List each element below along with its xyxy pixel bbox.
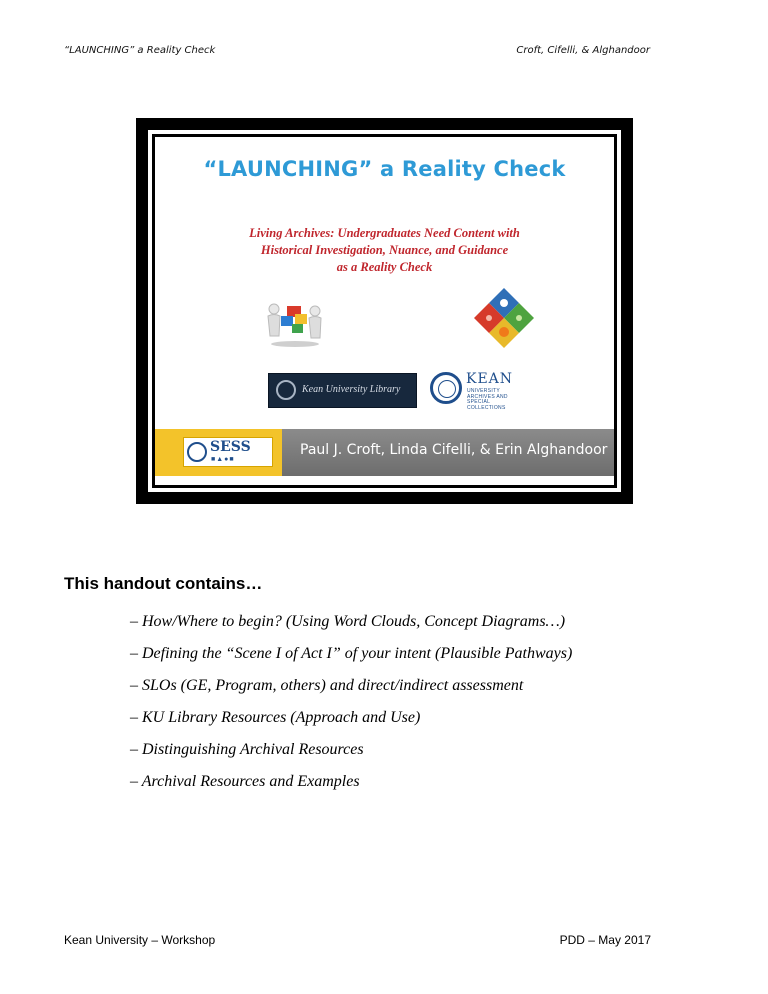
running-header-authors: Croft, Cifelli, & Alghandoor: [516, 45, 650, 56]
seal-icon: [187, 442, 207, 462]
slide-subtitle-line: Living Archives: Undergraduates Need Content with: [249, 226, 520, 240]
slide-title: “LAUNCHING” a Reality Check: [203, 157, 566, 181]
footer-right: PDD – May 2017: [559, 933, 651, 947]
slide-authors: Paul J. Croft, Linda Cifelli, & Erin Alghandoor: [300, 442, 608, 458]
library-logo-text: Kean University Library: [302, 384, 401, 395]
sess-icons: ■▲●■: [211, 456, 235, 463]
slide-subtitle-line: as a Reality Check: [336, 260, 433, 274]
title-slide: [155, 137, 614, 485]
kean-logo-name: KEAN: [466, 371, 514, 387]
list-item: – Archival Resources and Examples: [130, 773, 360, 790]
puzzle-people-icon: [265, 294, 325, 349]
seal-icon: [430, 372, 462, 404]
list-item: – Distinguishing Archival Resources: [130, 741, 364, 758]
list-item: – How/Where to begin? (Using Word Clouds, Concept Diagrams…): [130, 613, 566, 630]
sess-label: SESS: [210, 439, 251, 455]
seal-icon: [276, 380, 296, 400]
kean-logo-subtext: UNIVERSITY ARCHIVES AND SPECIAL COLLECTIONS: [467, 388, 508, 411]
handout-contents-list: [130, 612, 572, 804]
slide-subtitle: [185, 225, 584, 276]
list-item: – SLOs (GE, Program, others) and direct/indirect assessment: [130, 677, 524, 694]
footer-left: Kean University – Workshop: [64, 933, 216, 947]
slide-image-frame: [136, 118, 633, 504]
sess-logo-band: [155, 429, 282, 476]
kean-university-library-logo: [268, 373, 417, 408]
handout-contents-heading: This handout contains…: [64, 574, 263, 593]
running-header-title: “LAUNCHING” a Reality Check: [64, 45, 216, 56]
sess-logo: [183, 437, 273, 467]
slide-footer-band: [155, 429, 614, 476]
kean-university-archives-logo: [430, 370, 520, 411]
seasons-diamond-icon: [473, 287, 535, 349]
list-item: – Defining the “Scene I of Act I” of your intent (Plausible Pathways): [130, 645, 573, 662]
list-item: – KU Library Resources (Approach and Use): [130, 709, 421, 726]
authors-band: [282, 429, 614, 476]
slide-subtitle-line: Historical Investigation, Nuance, and Guidance: [260, 243, 509, 257]
